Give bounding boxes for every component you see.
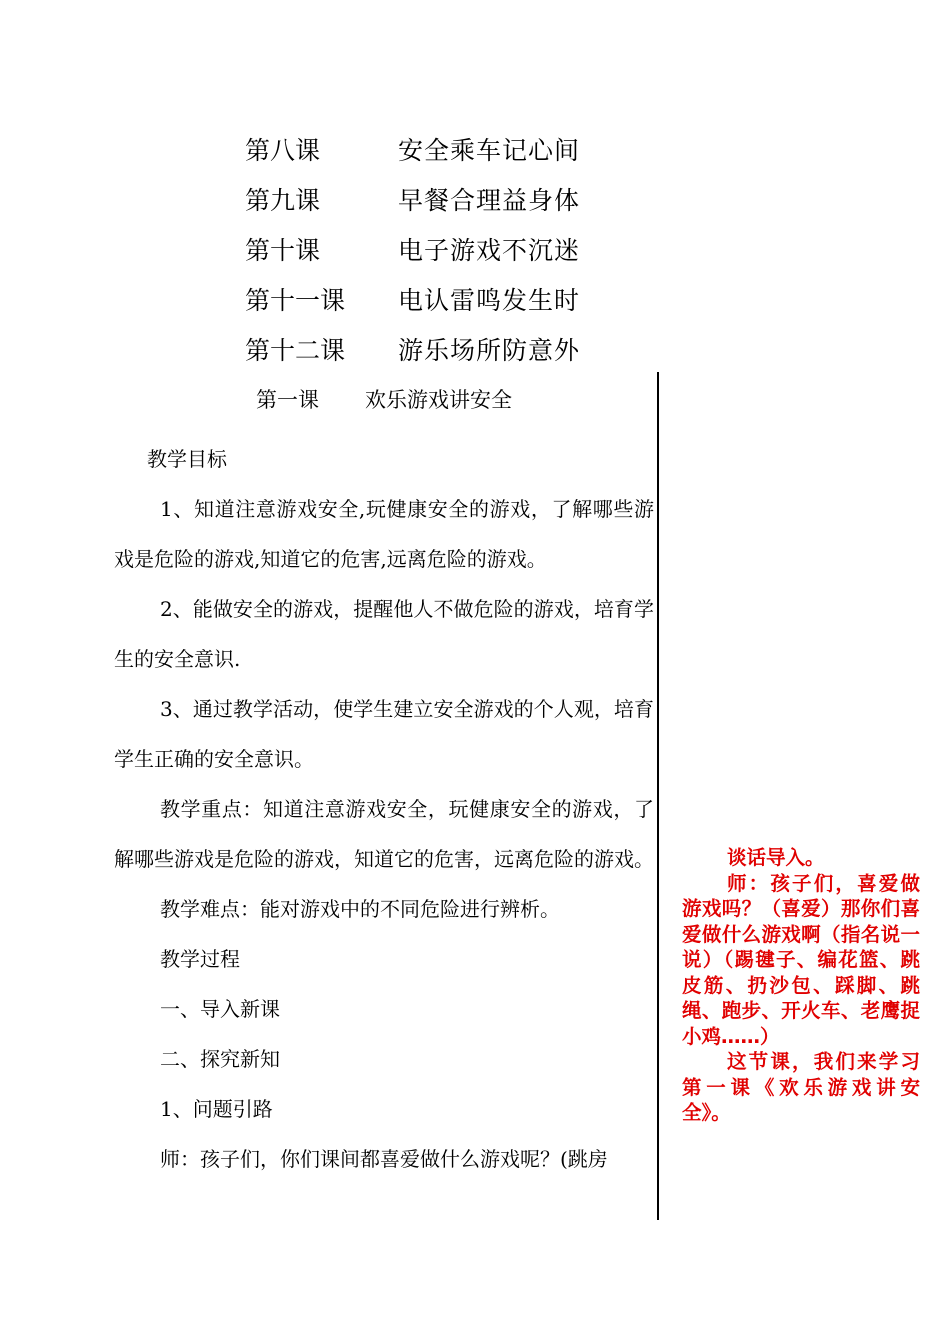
column-divider <box>657 372 659 1220</box>
toc-lesson-title: 电认雷鸣发生时 <box>398 286 581 315</box>
goal-paragraph: 3、通过教学活动，使学生建立安全游戏的个人观，培育学生正确的安全意识。 <box>114 697 654 771</box>
toc-lesson-number: 第十二课 <box>245 336 346 365</box>
teaching-focus: 教学重点：知道注意游戏安全，玩健康安全的游戏，了解哪些游戏是危险的游戏，知道它的危害，远离危险的游戏。 <box>114 797 654 871</box>
process-step: 1、问题引路 <box>160 1097 273 1121</box>
note-paragraph: 谈话导入。 <box>727 846 825 869</box>
toc-lesson-title: 游乐场所防意外 <box>398 336 581 365</box>
goals-heading: 教学目标 <box>147 447 227 471</box>
toc-lesson-number: 第九课 <box>245 186 321 215</box>
toc-lesson-number: 第十一课 <box>245 286 346 315</box>
toc-lesson-title: 电子游戏不沉迷 <box>398 236 581 265</box>
toc-lesson-number: 第十课 <box>245 236 321 265</box>
note-paragraph: 师：孩子们，喜爱做游戏吗？（喜爱）那你们喜爱做什么游戏啊（指名说一说）（踢毽子、编花篮、跳皮筋、扔沙包、踩脚、跳绳、跑步、开火车、老鹰捉小鸡……） <box>682 871 920 1048</box>
toc-lesson-number: 第八课 <box>245 136 321 165</box>
process-heading: 教学过程 <box>160 947 240 971</box>
lesson-number: 第一课 <box>256 388 319 412</box>
lesson-title: 欢乐游戏讲安全 <box>365 388 512 412</box>
note-paragraph: 这节课，我们来学习第一课《欢乐游戏讲安全》。 <box>682 1050 920 1124</box>
goal-paragraph: 2、能做安全的游戏，提醒他人不做危险的游戏，培育学生的安全意识. <box>114 597 654 671</box>
process-step: 一、导入新课 <box>160 997 280 1021</box>
lesson-plan-body <box>114 434 654 1184</box>
teaching-difficulty: 教学难点：能对游戏中的不同危险进行辨析。 <box>160 897 560 921</box>
goal-paragraph: 1、知道注意游戏安全,玩健康安全的游戏，了解哪些游戏是危险的游戏,知道它的危害,远离危险的游戏。 <box>114 497 654 571</box>
teacher-dialogue: 师：孩子们，你们课间都喜爱做什么游戏呢？(跳房 <box>160 1147 608 1171</box>
toc-lesson-title: 安全乘车记心间 <box>398 136 581 165</box>
toc-lesson-title: 早餐合理益身体 <box>398 186 581 215</box>
process-step: 二、探究新知 <box>160 1047 280 1071</box>
margin-note <box>682 845 920 1126</box>
lesson-heading <box>256 386 512 414</box>
